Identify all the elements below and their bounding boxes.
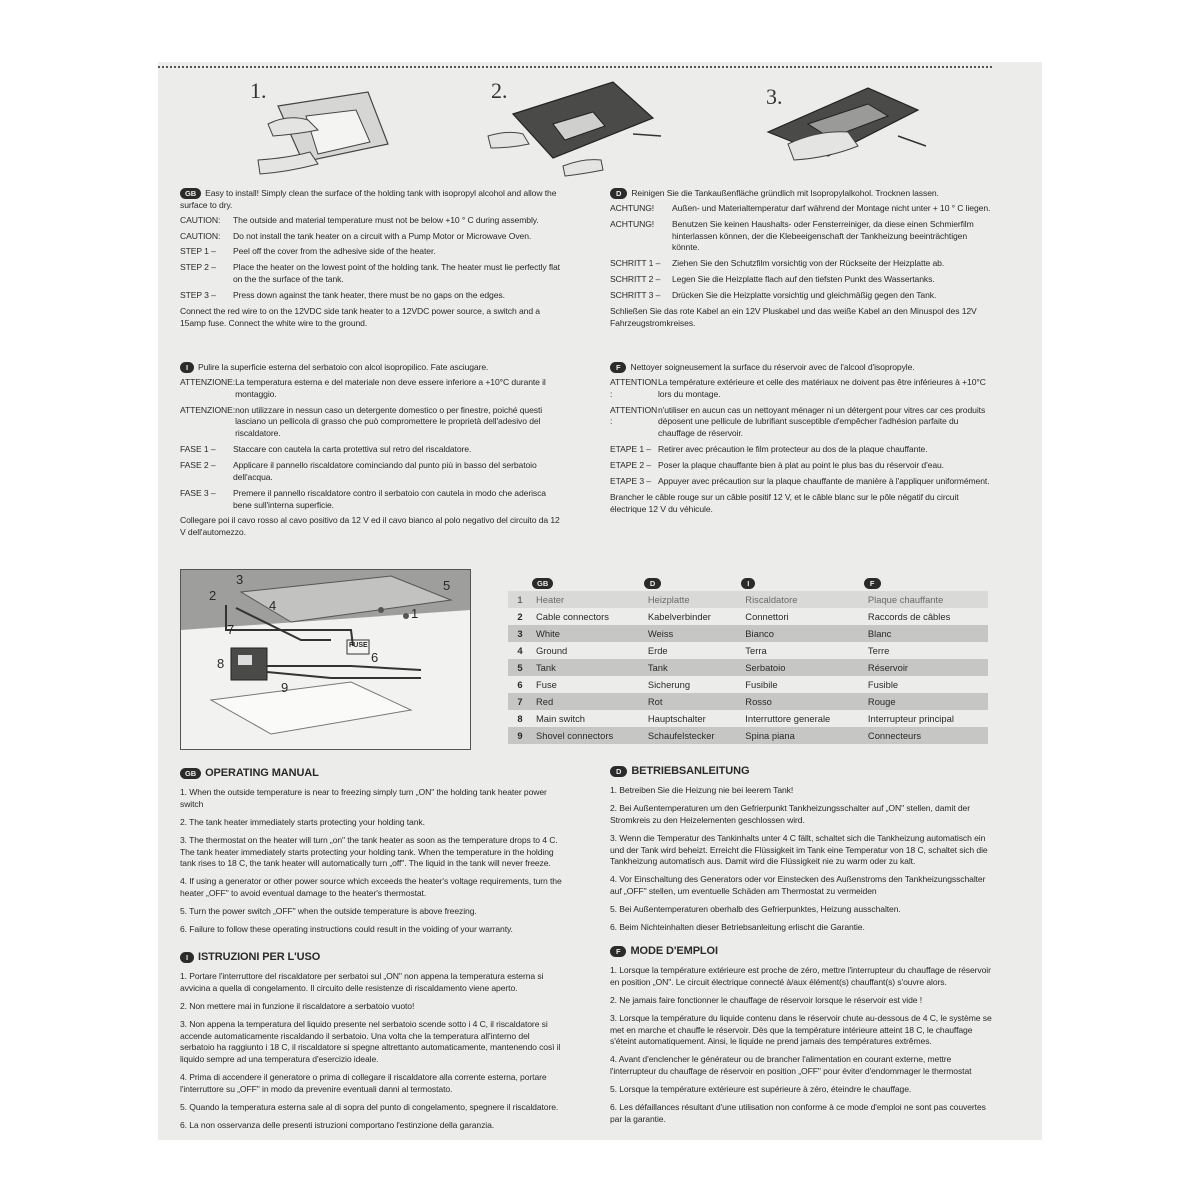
list-item: 2. Bei Außentemperaturen um den Gefrierpunkt Tankheizungsschalter auf „ON" stellen, damit der Stromkreis zu den Heizelementen geschlossen wird. xyxy=(610,803,970,825)
diagram-label-5: 5 xyxy=(443,578,451,593)
cell-fr: Raccords de câbles xyxy=(867,611,951,622)
cell-fr: Blanc xyxy=(864,625,988,642)
row-text: non utilizzare in nessun caso un detergente domestico o per finestre, poiché questi lasciano un pellicola di grasso che può compromettere le proprietà dell'adesivo del riscaldatore. xyxy=(235,404,543,439)
install-it-intro: Pulire la superficie esterna del serbatoio con alcol isopropilico. Fate asciugare. xyxy=(197,362,489,372)
row-key: CAUTION: xyxy=(180,230,221,241)
cell-fr: Rouge xyxy=(864,693,988,710)
cell-it: Bianco xyxy=(741,625,864,642)
row-text: n'utiliser en aucun cas un nettoyant ménager ni un détergent pour vitres car ces produits déposent une pellicule de lubrifiant susceptible d'empêcher l'adhésion parfaite du chauffage de réservoir. xyxy=(658,404,986,439)
cell-it: Spina piana xyxy=(741,727,864,744)
cell-fr: Interrupteur principal xyxy=(867,713,954,724)
cell-de: Tank xyxy=(644,659,741,676)
row-key: ETAPE 2 – xyxy=(610,460,651,471)
list-item: 2. Non mettere mai in funzione il riscaldatore a serbatoio vuoto! xyxy=(180,1000,415,1011)
list-item: 5. Bei Außentemperaturen oberhalb des Gefrierpunktes, Heizung ausschalten. xyxy=(610,904,901,915)
row-text: Retirer avec précaution le film protecteur au dos de la plaque chauffante. xyxy=(658,444,928,455)
row-text: Staccare con cautela la carta protettiva sul retro del riscaldatore. xyxy=(233,444,472,455)
row-key: ATTENZIONE: xyxy=(180,404,236,415)
cell-fr: Fusible xyxy=(867,679,899,690)
legend-header-gb: GB xyxy=(532,578,553,589)
table-row xyxy=(508,727,988,744)
wiring-diagram-drawing xyxy=(181,570,470,749)
row-key: FASE 2 – xyxy=(180,460,216,471)
row-key: ATTENTION : xyxy=(610,404,658,427)
cell-gb: Ground xyxy=(536,645,568,656)
row-text: Außen- und Materialtemperatur darf während der Montage nicht unter + 10 ° C liegen. xyxy=(672,202,991,213)
cell-de: Hauptschalter xyxy=(647,713,706,724)
legend-header-fr: F xyxy=(864,578,881,589)
badge-gb: GB xyxy=(180,188,201,199)
manual-de xyxy=(610,764,995,940)
parts-legend-table xyxy=(508,574,988,744)
install-de-outro: Schließen Sie das rote Kabel an ein 12V Pluskabel und das weiße Kabel an den Minuspol des 12V Fahrzeugstromkreises. xyxy=(610,305,977,328)
cell-gb: Cable connectors xyxy=(536,611,609,622)
manual-it xyxy=(180,950,565,1138)
badge-de: D xyxy=(610,188,627,199)
row-text: Drücken Sie die Heizplatte vorsichtig und gleichmäßig gegen den Tank. xyxy=(672,290,937,301)
cell-de: Schaufelstecker xyxy=(644,727,741,744)
badge-fr: F xyxy=(610,362,626,373)
cell-de: Erde xyxy=(647,645,668,656)
table-row xyxy=(508,710,988,727)
instruction-sheet xyxy=(158,62,1042,1140)
row-number: 5 xyxy=(508,659,532,676)
fuse-label: FUSE xyxy=(349,642,368,649)
cell-gb: White xyxy=(532,625,644,642)
legend-header-it: I xyxy=(741,578,755,589)
row-key: STEP 1 – xyxy=(180,246,216,257)
table-row xyxy=(508,591,988,608)
list-item: 4. Avant d'enclencher le générateur ou de brancher l'alimentation en courant externe, mettre l'interrupteur du chauffage de réservoir en position „OFF" pour éviter d'endommager le thermostat xyxy=(610,1054,972,1077)
install-gb-outro: Connect the red wire to on the 12VDC side tank heater to a 12VDC power source, a switch and a 15amp fuse. Connect the white wire to the ground. xyxy=(180,305,540,328)
row-key: ATTENTION : xyxy=(610,376,658,399)
row-text: Premere il pannello riscaldatore contro il serbatoio con cautela in modo che aderisca bene sull'interna superficie. xyxy=(233,487,546,510)
row-key: SCHRITT 1 – xyxy=(610,258,661,269)
cell-gb: Tank xyxy=(532,659,644,676)
row-number: 2 xyxy=(517,611,523,622)
list-item: 5. Lorsque la température extérieure est supérieure à zéro, éteindre le chauffage. xyxy=(610,1084,912,1095)
install-it xyxy=(180,362,560,542)
parts-legend xyxy=(508,574,988,744)
row-text: Benutzen Sie keinen Haushalts- oder Fensterreiniger, da diese einen Schmierfilm hinterlassen können, der die Klebeeigenschaft der Tankheizung beeinträchtigen könnte. xyxy=(672,218,974,253)
diagram-label-1: 1 xyxy=(411,606,419,621)
legend-header-de: D xyxy=(644,578,661,589)
row-text: La temperatura esterna e del materiale non deve essere inferiore a +10°C durante il montaggio. xyxy=(235,376,546,399)
install-fr xyxy=(610,362,995,518)
table-row xyxy=(508,693,988,710)
row-key: FASE 3 – xyxy=(180,487,216,498)
badge-gb: GB xyxy=(180,768,201,779)
badge-fr: F xyxy=(610,946,626,957)
row-text: Do not install the tank heater on a circuit with a Pump Motor or Microwave Oven. xyxy=(233,230,532,241)
row-key: ACHTUNG! xyxy=(610,218,655,229)
diagram-label-3: 3 xyxy=(236,572,244,587)
table-row xyxy=(508,676,988,693)
list-item: 5. Quando la temperatura esterna sale al di sopra del punto di congelamento, spegnere il riscaldatore. xyxy=(180,1101,559,1112)
row-text: Peel off the cover from the adhesive side of the heater. xyxy=(233,246,436,257)
diagram-label-8: 8 xyxy=(217,656,225,671)
badge-de: D xyxy=(610,766,627,777)
diagram-label-2: 2 xyxy=(209,588,217,603)
row-key: CAUTION: xyxy=(180,214,221,225)
wiring-diagram xyxy=(180,569,471,750)
row-key: ETAPE 1 – xyxy=(610,444,651,455)
list-item: 2. Ne jamais faire fonctionner le chauffage de réservoir lorsque le réservoir est vide ! xyxy=(610,994,923,1005)
manual-fr xyxy=(610,944,995,1132)
list-item: 6. Beim Nichteinhalten dieser Betriebsanleitung erlischt die Garantie. xyxy=(610,921,865,932)
row-number: 7 xyxy=(508,693,532,710)
row-text: Legen Sie die Heizplatte flach auf den tiefsten Punkt des Wassertanks. xyxy=(672,274,935,285)
install-fr-outro: Brancher le câble rouge sur un câble positif 12 V, et le câble blanc sur le pôle négatif du circuit électrique 12 V du véhicule. xyxy=(610,491,959,514)
manual-it-title: ISTRUZIONI PER L'USO xyxy=(197,951,321,963)
install-de-intro: Reinigen Sie die Tankaußenfläche gründlich mit Isopropylalkohol. Trocknen lassen. xyxy=(631,188,939,198)
row-number: 1 xyxy=(508,591,532,608)
install-de xyxy=(610,188,995,333)
cell-it: Serbatoio xyxy=(741,659,864,676)
row-text: La température extérieure et celle des matériaux ne doivent pas être inférieures à +10°C lors du montage. xyxy=(658,376,986,399)
cell-it: Connettori xyxy=(745,611,789,622)
table-row xyxy=(508,642,988,659)
cell-gb: Red xyxy=(532,693,644,710)
install-fr-intro: Nettoyer soigneusement la surface du réservoir avec de l'alcool d'isopropyle. xyxy=(630,362,915,372)
diagram-label-6: 6 xyxy=(371,650,379,665)
step-1-number: 1. xyxy=(250,78,267,103)
cell-de: Sicherung xyxy=(647,679,691,690)
install-gb xyxy=(180,188,560,333)
cell-it: Rosso xyxy=(741,693,864,710)
list-item: 6. Les défaillances résultant d'une utilisation non conforme à ce mode d'emploi ne sont pas couvertes par la garantie. xyxy=(610,1101,986,1124)
row-key: ETAPE 3 – xyxy=(610,475,651,486)
manual-fr-title: MODE D'EMPLOI xyxy=(630,945,718,957)
badge-it: I xyxy=(180,952,194,963)
cell-fr: Plaque chauffante xyxy=(864,591,988,608)
list-item: 1. Portare l'interruttore del riscaldatore per serbatoi sul „ON" non appena la temperatura esterna si avvicina a quella di congelamento. Il circuito delle resistenze di riscaldamento viene aperto. xyxy=(180,971,544,994)
manual-gb-title: OPERATING MANUAL xyxy=(205,767,319,779)
perforation-line xyxy=(158,66,992,68)
cell-gb: Shovel connectors xyxy=(532,727,644,744)
row-key: SCHRITT 2 – xyxy=(610,274,661,285)
step-2-number: 2. xyxy=(491,78,508,103)
badge-it: I xyxy=(180,362,194,373)
list-item: 5. Turn the power switch „OFF" when the outside temperature is above freezing. xyxy=(180,906,477,917)
row-key: STEP 2 – xyxy=(180,262,216,273)
cell-de: Heizplatte xyxy=(644,591,741,608)
row-text: Applicare il pannello riscaldatore cominciando dal punto più in basso del serbatoio dell'acqua. xyxy=(233,460,537,482)
manual-de-title: BETRIEBSANLEITUNG xyxy=(631,765,750,777)
cell-de: Rot xyxy=(644,693,741,710)
cell-it: Interruttore generale xyxy=(745,713,831,724)
diagram-label-9: 9 xyxy=(281,680,289,695)
row-number: 3 xyxy=(508,625,532,642)
list-item: 6. La non osservanza delle presenti istruzioni comportano l'estinzione della garanzia. xyxy=(180,1119,495,1130)
list-item: 1. Betreiben Sie die Heizung nie bei leerem Tank! xyxy=(610,785,794,796)
cell-gb: Heater xyxy=(532,591,644,608)
table-row xyxy=(508,625,988,642)
step-2-illustration xyxy=(483,74,663,182)
cell-gb: Fuse xyxy=(536,679,557,690)
row-text: Poser la plaque chauffante bien à plat au point le plus bas du réservoir d'eau. xyxy=(658,460,944,471)
list-item: 2. The tank heater immediately starts protecting your holding tank. xyxy=(180,816,425,827)
row-key: STEP 3 – xyxy=(180,290,216,301)
row-text: The outside and material temperature must not be below +10 ° C during assembly. xyxy=(233,214,539,225)
list-item: 4. Prima di accendere il generatore o prima di collegare il riscaldatore alla corrente esterna, portare l'interruttore su „OFF" in modo da prevenire eventuali danni al termostato. xyxy=(180,1072,547,1095)
cell-de: Weiss xyxy=(644,625,741,642)
row-number: 9 xyxy=(508,727,532,744)
cell-it: Riscaldatore xyxy=(741,591,864,608)
diagram-label-4: 4 xyxy=(269,598,277,613)
row-text: Ziehen Sie den Schutzfilm vorsichtig von der Rückseite der Heizplatte ab. xyxy=(672,258,945,269)
list-item: 1. When the outside temperature is near to freezing simply turn „ON" the holding tank heater power switch xyxy=(180,787,547,810)
step-3-number: 3. xyxy=(766,84,783,109)
cell-it: Terra xyxy=(745,645,767,656)
row-key: ACHTUNG! xyxy=(610,202,655,213)
cell-gb: Main switch xyxy=(536,713,585,724)
list-item: 3. Wenn die Temperatur des Tankinhalts unter 4 C fällt, schaltet sich die Tankheizung automatisch ein und der Tank wird beheizt. Erreicht die Flüssigkeit im Tank eine Temperatur von 18 C, schaltet sich die Tankheizung automatisch aus. Damit wird die Flüssigkeit nie zu warm oder zu kalt. xyxy=(610,832,988,867)
list-item: 6. Failure to follow these operating instructions could result in the voiding of your warranty. xyxy=(180,923,513,934)
list-item: 3. Non appena la temperatura del liquido presente nel serbatoio scende sotto i 4 C, il riscaldatore si accende automaticamente riscaldando il serbatoio. Una volta che la temperatura all'interno del serbatoio ha raggiunto i 18 C, il riscaldatore si spegne altrettanto automaticamente, mantenendo così il liquido sempre ad una temperatura d'esercizio ideale. xyxy=(180,1018,561,1065)
table-row xyxy=(508,608,988,625)
table-row xyxy=(508,659,988,676)
cell-it: Fusibile xyxy=(745,679,778,690)
diagram-label-7: 7 xyxy=(227,622,235,637)
row-text: Appuyer avec précaution sur la plaque chauffante de manière à l'appliquer uniformément. xyxy=(658,475,990,486)
install-it-outro: Collegare poi il cavo rosso al cavo positivo da 12 V ed il cavo bianco al polo negativo del circuito da 12 V dell'automezzo. xyxy=(180,515,560,538)
row-key: ATTENZIONE: xyxy=(180,376,236,387)
manual-gb xyxy=(180,766,565,942)
row-number: 4 xyxy=(517,645,523,656)
list-item: 3. Lorsque la température du liquide contenu dans le réservoir chute au-dessous de 4 C, le système se met en marche et chauffe le réservoir. Dès que la température intérieure atteint 18 C, le chauffage s'éteint automatiquement. Ainsi, le liquide ne prend jamais des températures extrêmes. xyxy=(610,1012,992,1047)
list-item: 4. Vor Einschaltung des Generators oder vor Einstecken des Außenstroms den Tankheizungsschalter auf „OFF" stellen, um eventuelle Schäden am Thermostat zu vermeiden xyxy=(610,874,986,897)
install-gb-intro: Easy to install! Simply clean the surface of the holding tank with isopropyl alcohol and allow the surface to dry. xyxy=(180,188,557,210)
row-text: Place the heater on the lowest point of the holding tank. The heater must lie perfectly flat on the the surface of the tank. xyxy=(233,262,560,285)
cell-fr: Connecteurs xyxy=(864,727,988,744)
row-text: Press down against the tank heater, there must be no gaps on the edges. xyxy=(233,290,505,301)
row-key: SCHRITT 3 – xyxy=(610,290,661,301)
row-key: FASE 1 – xyxy=(180,444,216,455)
list-item: 4. If using a generator or other power source which exceeds the heater's voltage requirements, turn the heater „OFF" to avoid eventual damage to the heater's thermostat. xyxy=(180,876,562,899)
cell-fr: Réservoir xyxy=(864,659,988,676)
list-item: 1. Lorsque la température extérieure est proche de zéro, mettre l'interrupteur du chauffage de réservoir en position „ON". Le circuit électrique connecté à/aux élément(s) chauffant(s) s'ouvre alors. xyxy=(610,965,991,988)
row-number: 8 xyxy=(517,713,523,724)
cell-fr: Terre xyxy=(867,645,890,656)
row-number: 6 xyxy=(517,679,523,690)
list-item: 3. The thermostat on the heater will turn „on" the tank heater as soon as the temperature drops to 4 C. The tank heater immediately starts protecting your holding tank. When the temperature in the holding tank rises to 18 C, the tank heater will automatically turn „off". The liquid in the tank will never freeze. xyxy=(180,834,558,869)
step-1-illustration xyxy=(248,74,398,182)
cell-de: Kabelverbinder xyxy=(647,611,711,622)
